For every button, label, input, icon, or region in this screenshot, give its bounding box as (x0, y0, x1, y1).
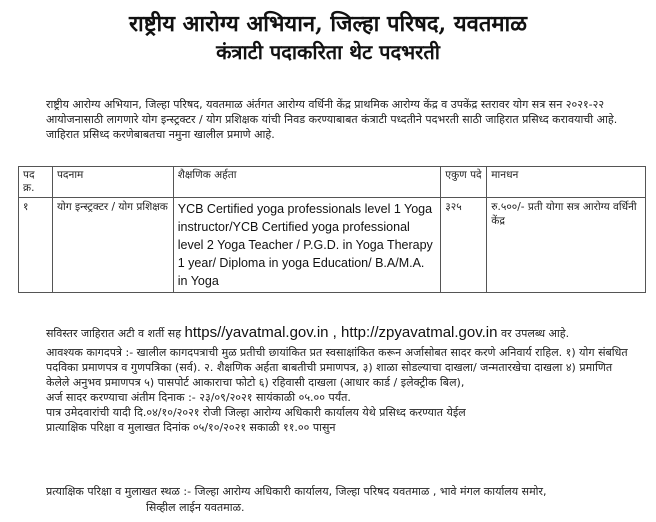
details-line (46, 325, 636, 341)
intro-paragraph: राष्ट्रीय आरोग्य अभियान, जिल्हा परिषद, यवतमाळ अंर्तगत आरोग्य वर्धिनी केंद्र प्राथमिक आरोग्य केंद्र व उपकेंद्र स्तरावर योग सत्र सन २०२१-२२ आयोजनासाठी लागणारे योग इन्स्ट्रक्टर / योग प्रशिक्षक यांची निवड करण्याबाबत कंत्राटी पध्दतीने पदभरती साठी जाहिरात प्रसिध्द करावयाची आहे. जाहिरात प्रसिध्द करणेबाबतचा नमुना खालील प्रमाणे आहे. (46, 98, 618, 141)
cell-sr: १ (19, 198, 53, 293)
cell-count: ३२५ (441, 198, 487, 293)
cell-qualification: YCB Certified yoga professionals level 1 Yoga instructor/YCB Certified yoga professional level 2 Yoga Teacher / P.G.D. in Yoga Therapy 1 year/ Diploma in yoga Education/ B.A/M.A. in Yoga (173, 198, 441, 293)
venue-block (46, 484, 636, 516)
venue-line-2: सिव्हील लाईन यवतमाळ. (146, 501, 245, 514)
header-qualification: शैक्षणिक अर्हता (173, 167, 441, 198)
details-suffix: वर उपलब्ध आहे. (500, 327, 570, 340)
notice-subtitle: कंत्राटी पदाकरिता थेट पदभरती (216, 40, 440, 64)
notice-body (46, 325, 636, 435)
posts-table (18, 166, 646, 293)
website-links[interactable]: https//yavatmal.gov.in , http://zpyavatmal.gov.in (184, 324, 498, 341)
documents-paragraph: आवश्यक कागदपत्रे :- खालील कागदपत्राची मुळ प्रतीची छायांकित प्रत स्वसाक्षांकित करून अर्जासोबत सादर करणे अनिवार्य राहिल. १) योग संबधित पदविका प्रमाणपत्र व गुणपत्रिका (सर्व). २. शैक्षणिक अर्हता बाबतीची प्रमाणपत्र, ३) शाळा सोडल्याचा दाखला/ जन्मतारखेचा दाखला ४) प्रमाणित केलेले अनुभव प्रमाणपत्र ५) पासपोर्ट आकाराचा फोटो ६) रहिवासी दाखला (आधार कार्ड / इलेक्ट्रीक बिल), (46, 346, 628, 389)
cell-post: योग इन्स्ट्रक्टर / योग प्रशिक्षक (52, 198, 173, 293)
table-header-row (19, 167, 646, 198)
table-row (19, 198, 646, 293)
venue-line-1: प्रत्याक्षिक परिक्षा व मुलाखत स्थळ :- जिल्हा आरोग्य अधिकारी कार्यालय, जिल्हा परिषद यवतमाळ , भावे मंगल कार्यालय समोर, (46, 485, 547, 498)
header-post: पदनाम (52, 167, 173, 198)
header-sr: पद क्र. (19, 167, 53, 198)
details-prefix: सविस्तर जाहिरात अटी व शर्ती सह (46, 327, 182, 340)
deadline-line: अर्ज सादर करण्याचा अंतीम दिनाक :- २३/०९/२०२१ सायंकाळी ०५.०० पर्यंत. (46, 391, 351, 404)
notice-title: राष्ट्रीय आरोग्य अभियान, जिल्हा परिषद, यवतमाळ (129, 11, 527, 37)
exam-date-line: प्रात्याक्षिक परिक्षा व मुलाखत दिनांक ०५/१०/२०२१ सकाळी ११.०० पासुन (46, 421, 336, 434)
eligible-list-line: पात्र उमेदवारांची यादी दि.०४/१०/२०२१ रोजी जिल्हा आरोग्य अधिकारी कार्यालय येथे प्रसिध्द करण्यात येईल (46, 406, 466, 419)
header-count: एकुण पदे (441, 167, 487, 198)
cell-honorarium: रु.५००/- प्रती योगा सत्र आरोग्य वर्धिनी केंद्र (487, 198, 646, 293)
header-honorarium: मानधन (487, 167, 646, 198)
